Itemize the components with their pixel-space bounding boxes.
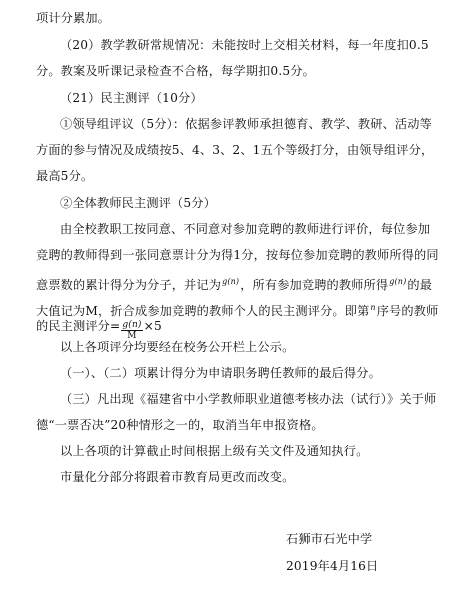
paragraph-line xyxy=(36,274,432,293)
fraction-numerator: g(n) xyxy=(122,320,142,330)
paragraph-line: 分。教案及听课记录检查不合格，每学期扣0.5分。 xyxy=(36,64,315,78)
paragraph-line: （20）教学教研常规情况：未能按时上交相关材料，每一年度扣0.5 xyxy=(60,38,429,52)
paragraph-line: 以上各项的计算截止时间根据上级有关文件及通知执行。 xyxy=(60,444,369,458)
formula-superscript: g(n) xyxy=(389,277,407,286)
paragraph-line: 竞聘的教师得到一张同意票计分为得1分，按每位参加竞聘的教师所得的同 xyxy=(36,248,439,262)
text-segment: ×5 xyxy=(143,319,162,333)
paragraph-line: 最高5分。 xyxy=(36,169,94,183)
paragraph-line: （一）、（二）项累计得分为申请职务聘任教师的最后得分。 xyxy=(60,366,381,380)
text-segment: ，所有参加竞聘的教师所得 xyxy=(240,278,389,292)
paragraph-line: 以上各项评分均要经在校务公开栏上公示。 xyxy=(60,340,295,354)
formula-fraction xyxy=(121,320,142,341)
paragraph-line: 德“一票否决”20种情形之一的，取消当年申报资格。 xyxy=(36,418,324,432)
formula-superscript: g(n) xyxy=(222,277,240,286)
paragraph-line: 市量化分部分将跟着市教育局更改而改变。 xyxy=(60,470,295,484)
text-segment: 意票数的累计得分为分子，并记为 xyxy=(36,278,222,292)
paragraph-line xyxy=(36,300,438,319)
signature-date: 2019年4月16日 xyxy=(286,559,379,573)
paragraph-line: ①领导组评议（5分）：依据参评教师承担德育、教学、教研、活动等 xyxy=(60,117,432,131)
section-heading: （21）民主测评（10分） xyxy=(60,91,203,105)
text-segment: 大值记为M，折合成参加竞聘的教师个人的民主测评分。即第 xyxy=(36,304,370,318)
subsection-heading: ②全体教师民主测评（5分） xyxy=(60,196,216,210)
paragraph-line: 方面的参与情况及成绩按5、4、3、2、1五个等级打分，由领导组评分， xyxy=(36,143,434,157)
paragraph-line: （三）凡出现《福建省中小学教师职业道德考核办法（试行）》关于师 xyxy=(60,392,437,406)
paragraph-line: 项计分累加。 xyxy=(36,11,111,25)
formula-variable: n xyxy=(370,303,376,312)
paragraph-line xyxy=(36,318,162,341)
paragraph-line: 由全校教职工按同意、不同意对参加竞聘的教师进行评价，每位参加 xyxy=(60,222,431,236)
fraction-denominator: M xyxy=(127,331,137,341)
signature-school: 石狮市石光中学 xyxy=(286,532,373,546)
text-segment: 的民主测评分= xyxy=(36,319,121,333)
text-segment: 序号的教师 xyxy=(376,304,439,318)
text-segment: 的最 xyxy=(407,278,433,292)
